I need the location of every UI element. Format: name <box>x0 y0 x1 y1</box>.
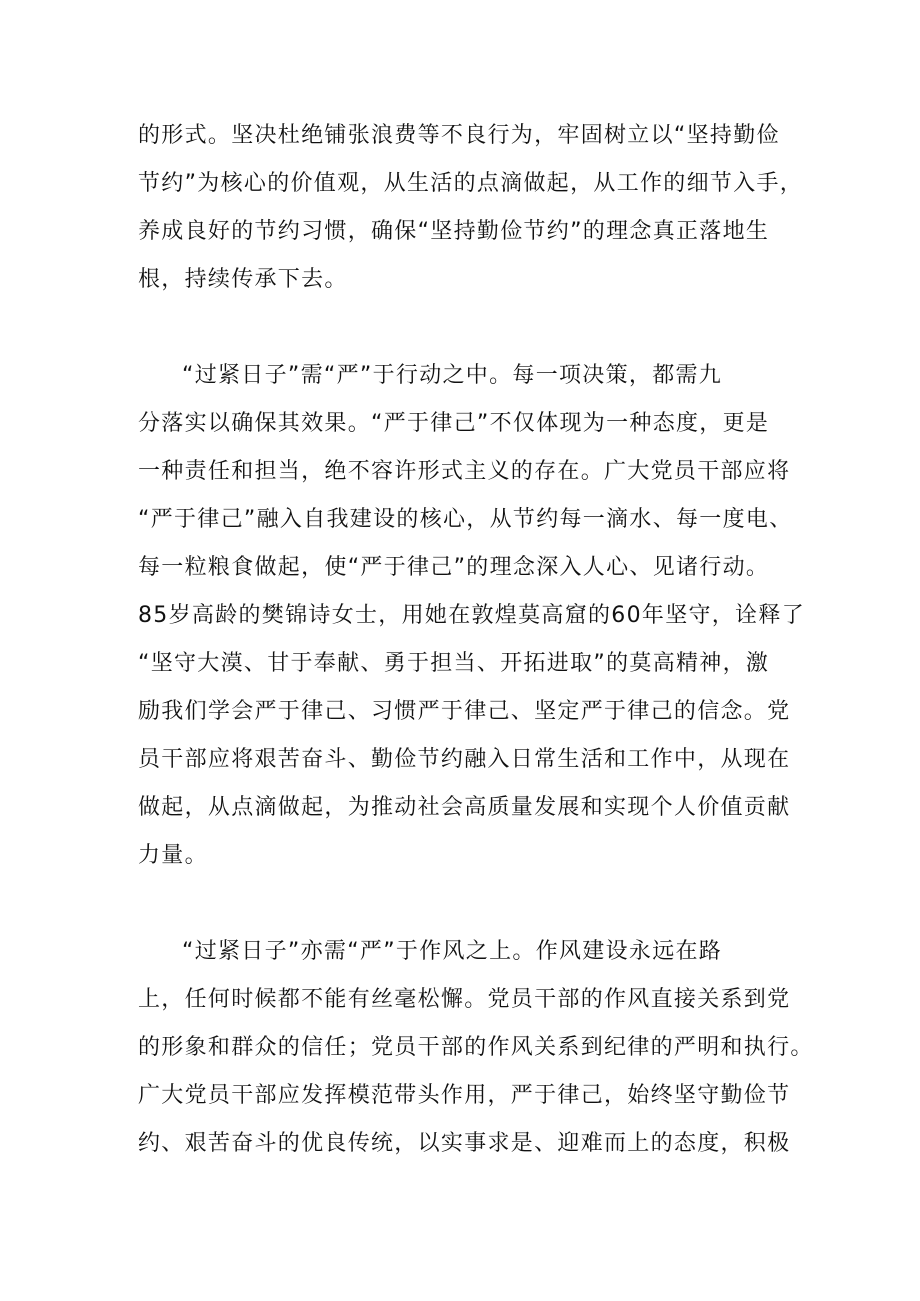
paragraph-spacer <box>138 304 786 352</box>
text-line: 节约”为核心的价值观，从生活的点滴做起，从工作的细节入手， <box>138 171 804 196</box>
text-line: “过紧日子”需“严”于行动之中。每一项决策，都需九 <box>182 363 723 388</box>
text-line: 每一粒粮食做起，使“严于律己”的理念深入人心、见诸行动。 <box>138 555 770 580</box>
paragraph-spacer <box>138 880 786 928</box>
paragraph-1 <box>138 112 804 304</box>
text-line: 养成良好的节约习惯，确保“坚持勤俭节约”的理念真正落地生 <box>138 219 770 244</box>
document-body <box>138 112 814 1168</box>
paragraph-2 <box>138 352 805 880</box>
text-line: 分落实以确保其效果。“严于律己”不仅体现为一种态度，更是 <box>138 411 770 436</box>
text-line: 员干部应将艰苦奋斗、勤俭节约融入日常生活和工作中，从现在 <box>138 747 791 772</box>
text-line: 励我们学会严于律己、习惯严于律己、坚定严于律己的信念。党 <box>138 699 791 724</box>
text-line: 力量。 <box>138 843 208 868</box>
text-line: 上，任何时候都不能有丝毫松懈。党员干部的作风直接关系到党 <box>138 987 791 1012</box>
text-line: “过紧日子”亦需“严”于作风之上。作风建设永远在路 <box>182 939 723 964</box>
text-line: “严于律己”融入自我建设的核心，从节约每一滴水、每一度电、 <box>138 507 793 532</box>
paragraph-3 <box>138 928 814 1168</box>
text-line: 根，持续传承下去。 <box>138 267 348 292</box>
text-line: 一种责任和担当，绝不容许形式主义的存在。广大党员干部应将 <box>138 459 791 484</box>
text-line: “坚守大漠、甘于奉献、勇于担当、开拓进取”的莫高精神，激 <box>138 651 770 676</box>
text-line: 的形象和群众的信任；党员干部的作风关系到纪律的严明和执行。 <box>138 1035 814 1060</box>
text-line: 做起，从点滴做起，为推动社会高质量发展和实现个人价值贡献 <box>138 795 791 820</box>
text-line: 广大党员干部应发挥模范带头作用，严于律己，始终坚守勤俭节 <box>138 1083 791 1108</box>
text-line: 约、艰苦奋斗的优良传统，以实事求是、迎难而上的态度，积极 <box>138 1131 791 1156</box>
text-line: 的形式。坚决杜绝铺张浪费等不良行为，牢固树立以“坚持勤俭 <box>138 123 780 148</box>
text-line: 85岁高龄的樊锦诗女士，用她在敦煌莫高窟的60年坚守，诠释了 <box>138 603 805 628</box>
